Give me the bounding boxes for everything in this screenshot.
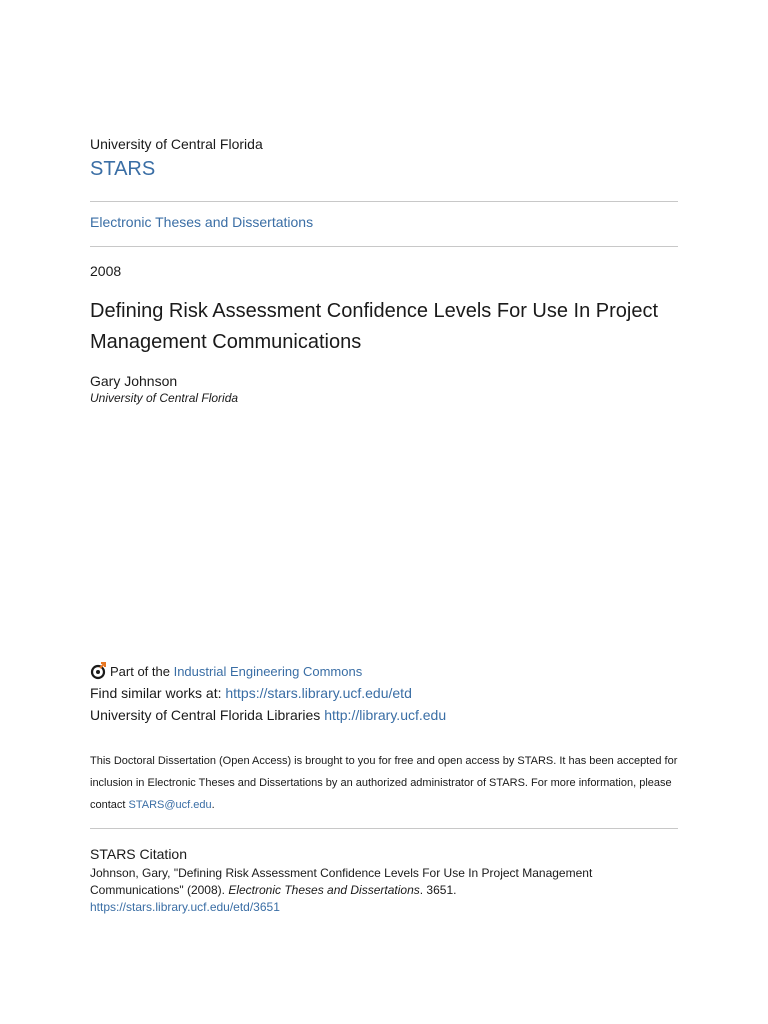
institution-name: University of Central Florida (90, 136, 263, 152)
author-name: Gary Johnson (90, 373, 178, 389)
libraries-label: University of Central Florida Libraries (90, 707, 325, 723)
notice-text: This Doctoral Dissertation (Open Access) is brought to you for free and open access by STARS. It has been accepted for inclusion in Electronic Theses and Dissertations by an authorized administrator of STARS. For more information, please contact (90, 755, 678, 811)
citation-text: Johnson, Gary, "Defining Risk Assessment Confidence Levels For Use In Project Management Communications" (2008). (90, 866, 593, 897)
citation-url-link[interactable]: https://stars.library.ucf.edu/etd/3651 (90, 900, 280, 914)
libraries-line (90, 707, 446, 723)
divider (90, 246, 678, 247)
citation-heading: STARS Citation (90, 846, 187, 862)
citation-body (90, 865, 650, 916)
part-of-label: Part of the (110, 663, 174, 679)
author-affiliation: University of Central Florida (90, 391, 239, 405)
commons-line (90, 662, 362, 680)
libraries-link[interactable]: http://library.ucf.edu (324, 707, 447, 723)
notice-suffix: . (211, 799, 215, 811)
citation-text-end: . 3651. (419, 883, 457, 897)
similar-works-line (90, 685, 412, 701)
similar-works-label: Find similar works at: (90, 685, 226, 701)
collection-link[interactable]: Electronic Theses and Dissertations (90, 214, 314, 230)
repository-link[interactable]: STARS (90, 158, 156, 180)
network-commons-icon (90, 662, 106, 680)
divider (90, 201, 678, 202)
contact-email-link[interactable]: STARS@ucf.edu (128, 799, 212, 811)
citation-journal: Electronic Theses and Dissertations (228, 883, 420, 897)
similar-works-link[interactable]: https://stars.library.ucf.edu/etd (225, 685, 412, 701)
divider (90, 828, 678, 829)
publication-year: 2008 (90, 263, 122, 279)
commons-link[interactable]: Industrial Engineering Commons (173, 663, 363, 679)
access-notice (90, 750, 690, 816)
document-title: Defining Risk Assessment Confidence Levels For Use In Project Management Communications (90, 300, 659, 353)
